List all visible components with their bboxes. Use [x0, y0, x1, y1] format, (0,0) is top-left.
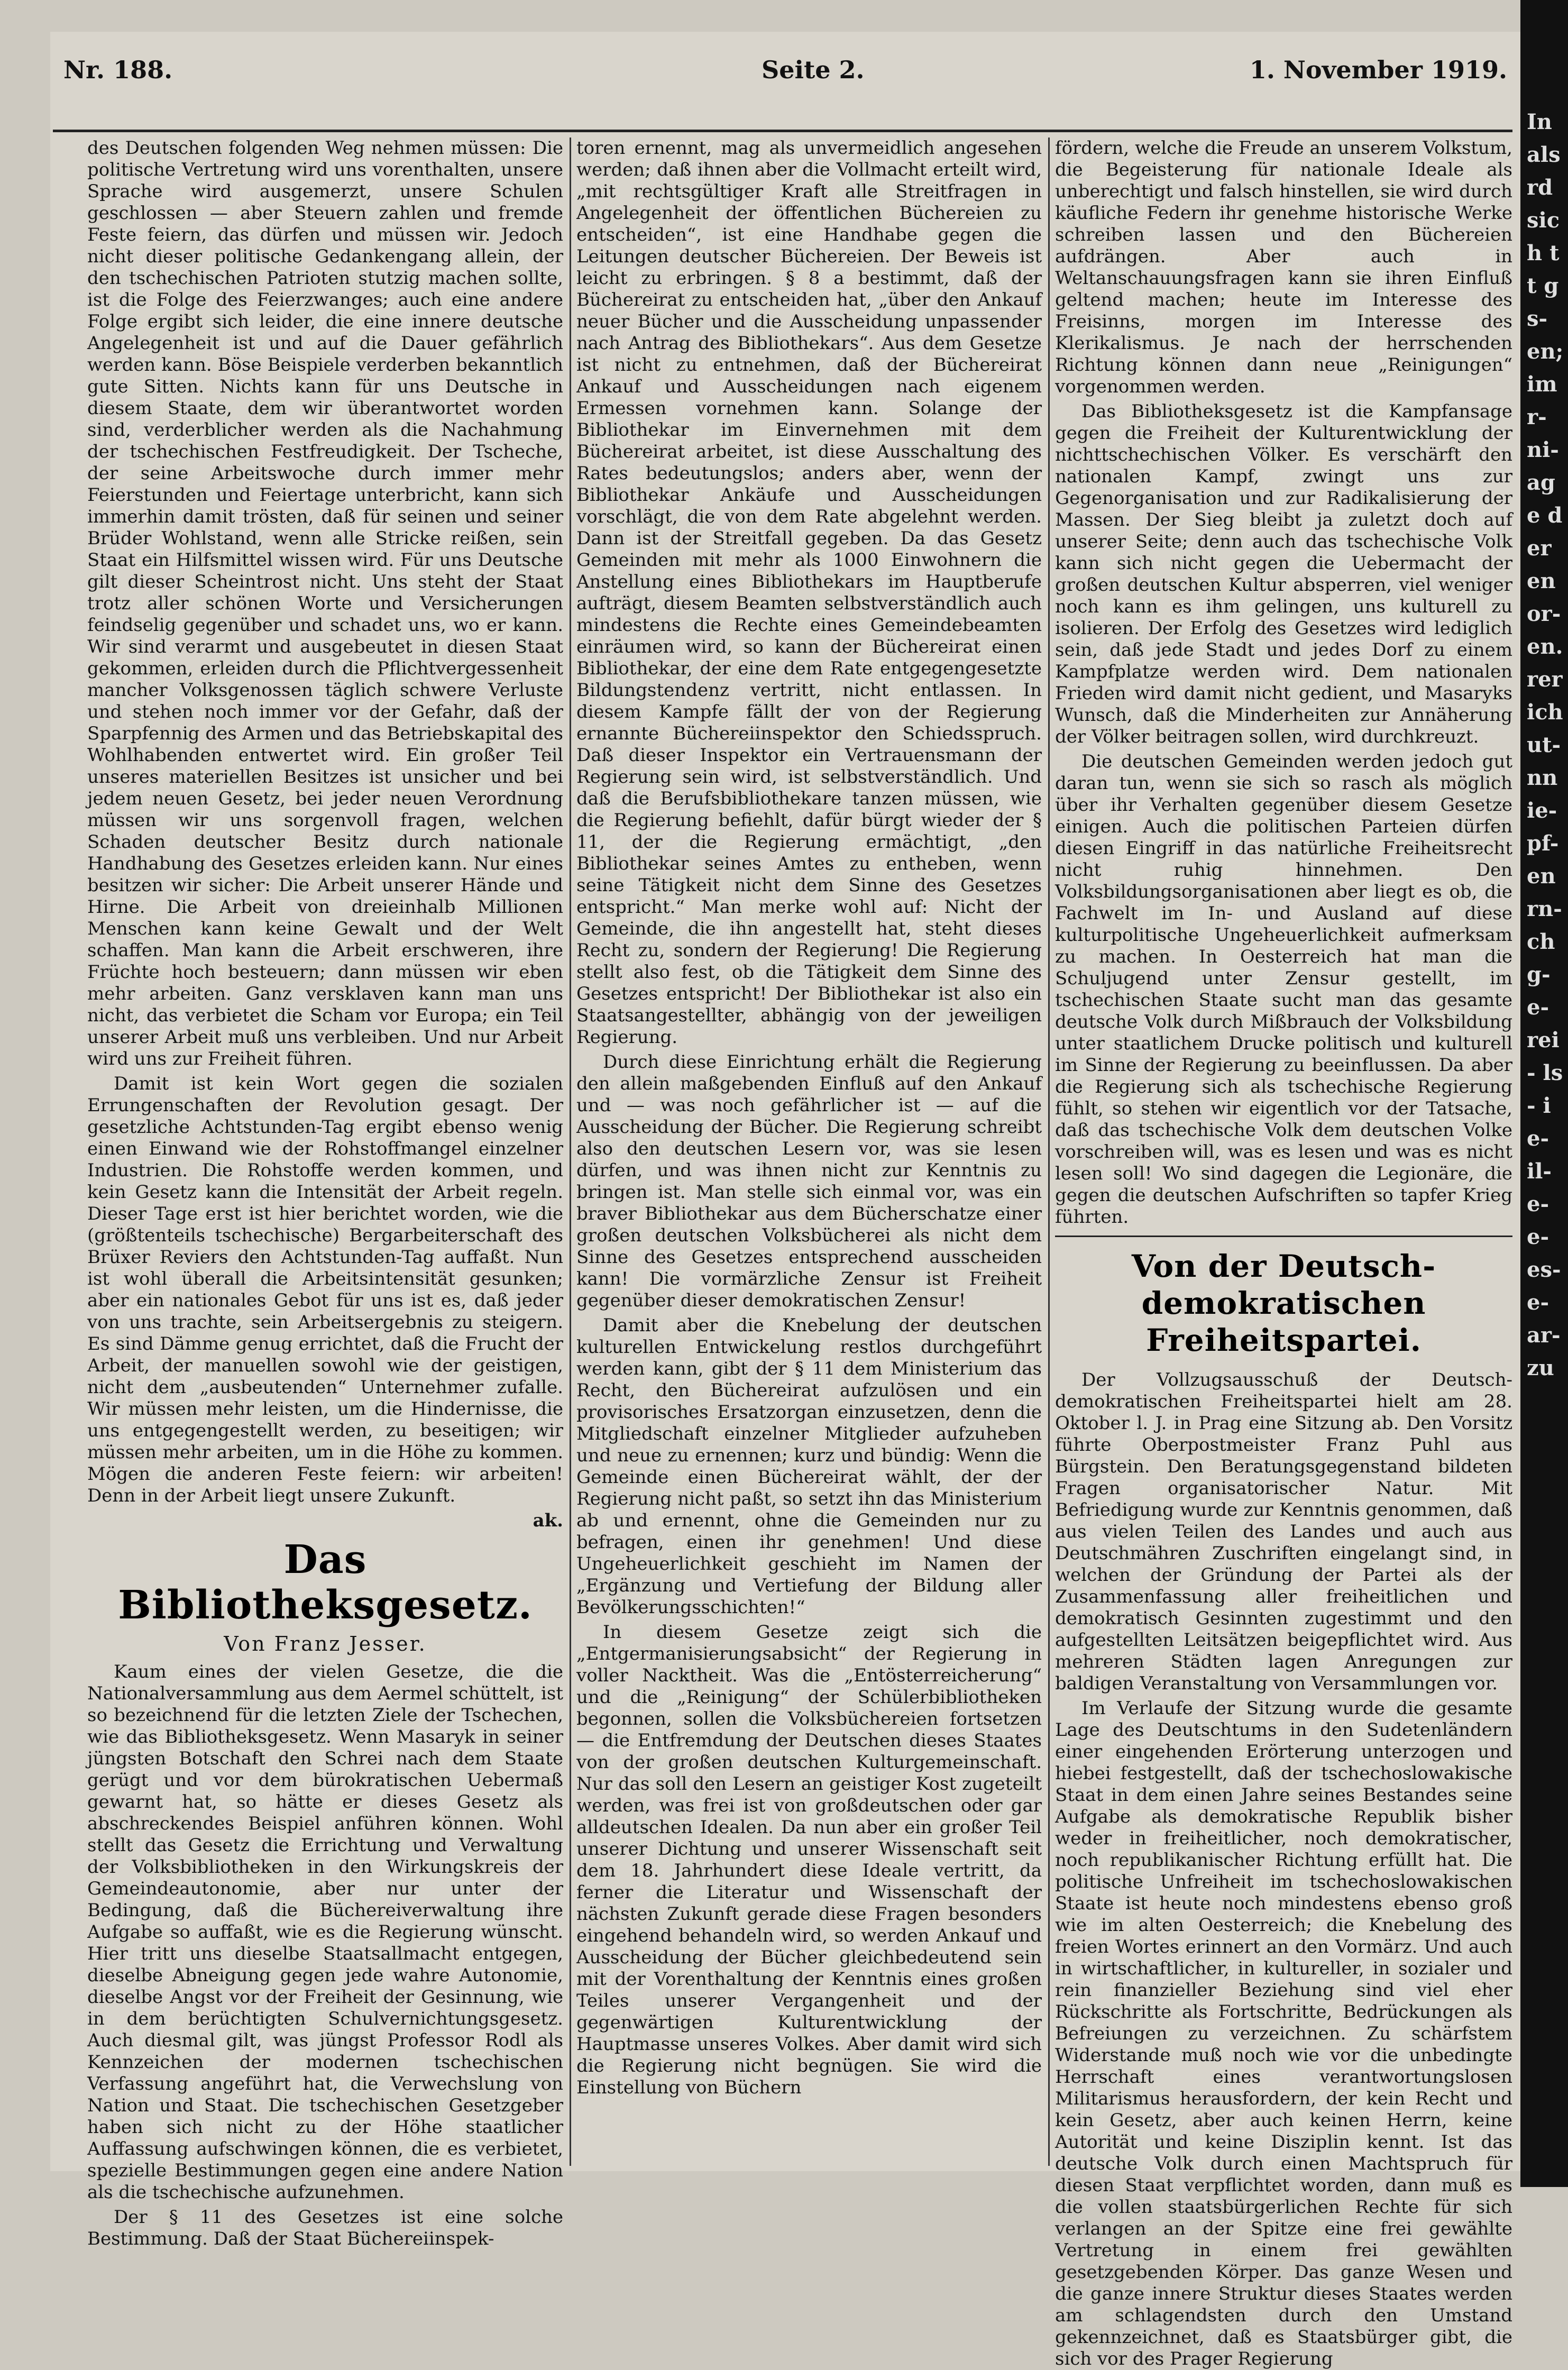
column-divider — [1048, 138, 1050, 2166]
issue-number: Nr. 188. — [63, 56, 173, 84]
issue-date: 1. November 1919. — [1249, 56, 1507, 84]
body-paragraph: Damit aber die Knebelung der deutschen kulturellen Entwickelung restlos durchgeführt werden kann, gibt der § 11 dem Ministerium das Recht, den Büchereirat aufzulösen und ein provisorisches Ersatzorgan einzusetzen, denn die Mitgliedschaft einzelner Mitglieder aufzuheben und neue zu ernennen; kurz und bündig: Wenn die Gemeinde einen Büchereirat wählt, der der Regierung nicht paßt, so setzt ihn das Ministerium ab und ernennt, ohne die Gemeinden nur zu befragen, einen ihr genehmen! Und diese Ungeheuerlichkeit geschieht im Namen der „Ergänzung und Vertiefung der Bildung aller Bevölkerungsschichten!“ — [576, 1315, 1042, 1618]
body-paragraph: Der Vollzugsausschuß der Deutsch-demokratischen Freiheitspartei hielt am 28. Oktober l. J. in Prag eine Sitzung ab. Den Vorsitz führte Oberpostmeister Franz Puhl aus Bürgstein. Den Beratungsgegenstand bildeten Fragen organisatorischer Natur. Mit Befriedigung wurde zur Kenntnis genommen, daß aus vielen Teilen des Landes und auch aus Deutschmähren Zuschriften eingelangt sind, in welchen der Gründung der Partei als der Zusammenfassung aller freiheitlichen und demokratisch Gesinnten zugestimmt und den aufgestellten Leitsätzen beigepflichtet wird. Aus mehreren Städten lagen Anregungen zur baldigen Veranstaltung von Versammlungen vor. — [1055, 1369, 1512, 1694]
adjacent-page-strip — [1520, 0, 1568, 2187]
body-paragraph: In diesem Gesetze zeigt sich die „Entgermanisierungsabsicht“ der Regierung in voller Nacktheit. Was die „Entösterreicherung“ und die „Reinigung“ der Schülerbibliotheken begonnen, sollen die Volksbüchereien fortsetzen — die Entfremdung der Deutschen dieses Staates von der großen deutschen Kulturgemeinschaft. Nur das soll den Lesern an geistiger Kost zugeteilt werden, was frei ist von großdeutschen oder gar alldeutschen Idealen. Da nun aber ein großer Teil unserer Dichtung und unserer Wissenschaft seit dem 18. Jahrhundert diese Ideale vertritt, da ferner die Literatur und Wissenschaft der nächsten Zukunft gerade diese Fragen besonders eingehend behandeln wird, so werden Ankauf und Ausscheidung der Bücher gleichbedeutend sein mit der Vorenthaltung der Kenntnis eines großen Teiles unserer Vergangenheit und der gegenwärtigen Kulturentwicklung der Hauptmasse unseres Volkes. Aber damit wird sich die Regierung nicht begnügen. Sie wird die Einstellung von Büchern — [576, 1622, 1042, 2098]
body-paragraph: Das Bibliotheksgesetz ist die Kampfansage gegen die Freiheit der Kulturentwicklung der nichttschechischen Völker. Es verschärft den nationalen Kampf, zwingt uns zur Gegenorganisation und zur Radikalisierung der Massen. Der Sieg bleibt ja zuletzt doch auf unserer Seite; denn auch das tschechische Volk kann sich nicht gegen die Uebermacht der großen deutschen Kultur absperren, viel weniger noch kann es ihm gelingen, uns kulturell zu isolieren. Der Erfolg des Gesetzes wird lediglich sein, daß jede Stadt und jedes Dorf zu einem Kampfplatze werden wird. Dem nationalen Frieden wird damit nicht gedient, und Masaryks Wunsch, daß die Minderheiten zur Annäherung der Völker beitragen sollen, wird durchkreuzt. — [1055, 401, 1512, 747]
author-initials: ak. — [533, 1510, 563, 1531]
page-header — [63, 56, 1512, 98]
article-headline: Von der Deutsch-demokratischen Freiheitspartei. — [1131, 1248, 1436, 1358]
body-paragraph: Im Verlaufe der Sitzung wurde die gesamte Lage des Deutschtums in den Sudetenländern einer eingehenden Erörterung unterzogen und hiebei festgestellt, daß der tschechoslowakische Staat in dem einen Jahre seines Bestandes seine Aufgabe als demokratische Republik bisher weder in freiheitlicher, noch demokratischer, noch republikanischer Richtung erfüllt hat. Die politische Unfreiheit im tschechoslowakischen Staate ist heute noch mindestens ebenso groß wie im alten Oesterreich; die Knebelung des freien Wortes erinnert an den Vormärz. Und auch in wirtschaftlicher, in kultureller, in sozialer und rein finanzieller Beziehung sind viel eher Rückschritte als Fortschritte, Bedrückungen als Befreiungen zu verzeichnen. Zu schärfstem Widerstande muß noch wie vor die unbedingte Herrschaft eines verantwortungslosen Militarismus herausfordern, der kein Recht und kein Gesetz, aber auch keinen Herrn, keine Autorität und keine Disziplin kennt. Ist das deutsche Volk durch einen Machtspruch für diesen Staat verpflichtet worden, dann muß es die vollen staatsbürgerlichen Rechte für sich verlangen an der Spitze eine frei gewählte Vertretung in einem frei gewählten gesetzgebenden Körper. Das ganze Wesen und die ganze innere Struktur dieses Staates werden am schlagendsten durch den Umstand gekennzeichnet, daß es Staatsbürger gibt, die sich vor des Prager Regierung — [1055, 1698, 1512, 2369]
body-paragraph: Damit ist kein Wort gegen die sozialen Errungenschaften der Revolution gesagt. Der gesetzliche Achtstunden-Tag ergibt ebenso wenig einen Einwand wie der Rohstoffmangel einzelner Industrien. Die Rohstoffe werden kommen, und kein Gesetz kann die Intensität der Arbeit regeln. Dieser Tage erst ist hier berichtet worden, wie die (größtenteils tschechische) Bergarbeiterschaft des Brüxer Reviers den Achtstunden-Tag auffaßt. Nun ist wohl überall die Arbeitsintensität gesunken; aber ein nationales Gebot für uns ist es, daß jeder von uns trachte, sein Arbeitsergebnis zu steigern. Es sind Dämme genug errichtet, daß die Frucht der Arbeit, der manuellen sowohl wie der geistigen, nicht dem „ausbeutenden“ Unternehmer zufalle. Wir müssen mehr leisten, um die Hindernisse, die uns entgegengestellt werden, zu beseitigen; wir müssen mehr arbeiten, um in die Höhe zu kommen. Mögen die anderen Feste feiern: wir arbeiten! Denn in der Arbeit liegt unsere Zukunft. — [87, 1073, 563, 1506]
body-paragraph: toren ernennt, mag als unvermeidlich angesehen werden; daß ihnen aber die Vollmacht erteilt wird, „mit rechtsgültiger Kraft alle Streitfragen in Angelegenheit der öffentlichen Büchereien zu entscheiden“, ist eine Handhabe gegen die Leitungen deutscher Büchereien. Der Beweis ist leicht zu erbringen. § 8 a bestimmt, daß der Büchereirat zu entscheiden hat, „über den Ankauf neuer Bücher und die Ausscheidung unpassender nach Antrag des Bibliothekars“. Aus dem Gesetze ist nicht zu entnehmen, daß der Büchereirat Ankauf und Ausscheidungen nach eigenem Ermessen vornehmen kann. Solange der Bibliothekar im Einvernehmen mit dem Büchereirat arbeitet, ist diese Ausschaltung des Rates bedeutungslos; anders aber, wenn der Bibliothekar Ankäufe und Ausscheidungen vorschlägt, die von dem Rate abgelehnt werden. Dann ist der Streitfall gegeben. Da das Gesetz Gemeinden mit mehr als 1000 Einwohnern die Anstellung eines Bibliothekars im Hauptberufe aufträgt, diesem Beamten selbstverständlich auch mindestens die Rechte eines Gemeindebeamten einräumen wird, so kann der Büchereirat einen Bibliothekar, der eine dem Rate entgegengesetzte Bildungstendenz vertritt, nicht entlassen. In diesem Kampfe fällt der von der Regierung ernannte Büchereiinspektor den Schiedsspruch. Daß dieser Inspektor ein Vertrauensmann der Regierung sein wird, ist selbstverständlich. Und daß die Berufsbibliothekare tanzen müssen, wie die Regierung befiehlt, dafür bürgt wieder der § 11, der die Regierung ermächtigt, „den Bibliothekar seines Amtes zu entheben, wenn seine Tätigkeit nicht dem Sinne des Gesetzes entspricht.“ Man merke wohl auf: Nicht der Gemeinde, die ihn angestellt hat, steht dieses Recht zu, sondern der Regierung! Die Regierung stellt also fest, ob die Tätigkeit dem Sinne des Gesetzes entspricht! Der Bibliothekar ist also ein Staatsangestellter, abhängig von der jeweiligen Regierung. — [576, 138, 1042, 1048]
body-paragraph: Der § 11 des Gesetzes ist eine solche Bestimmung. Daß der Staat Büchereiinspek- — [87, 2207, 563, 2249]
column-1 — [87, 138, 563, 2249]
adjacent-page-text: In als rd sich tt gs- en; im r- ni- age der en or- en. rer ich ut- nn ie- pf- en rn- ch g- e- rei- ls- ie- il- e- e- es- e- ar- zu — [1527, 109, 1564, 1380]
section-separator — [1055, 1236, 1512, 1237]
body-paragraph: Die deutschen Gemeinden werden jedoch gut daran tun, wenn sie sich so rasch als möglich über ihr Verhalten gegenüber diesem Gesetze einigen. Auch die politischen Parteien dürfen diesen Eingriff in das natürliche Freiheitsrecht nicht ruhig hinnehmen. Den Volksbildungsorganisationen aber liegt es ob, die Fachwelt im In- und Ausland auf diese kulturpolitische Ungeheuerlichkeit aufmerksam zu machen. In Oesterreich hat man die Schuljugend unter Zensur gestellt, im tschechischen Staate sucht man das gesamte deutsche Volk durch Mißbrauch der Volksbildung unter staatlichem Drucke politisch und kulturell im Sinne der Regierung zu beeinflussen. Da aber die Regierung sich als tschechische Regierung fühlt, so stehen wir eigentlich vor der Tatsache, daß das tschechische Volk dem deutschen Volke vorschreiben will, was es lesen und was es nicht lesen soll! Wo sind dagegen die Legionäre, die gegen die deutschen Aufschriften so tapfer Krieg führten. — [1055, 751, 1512, 1228]
column-2 — [576, 138, 1042, 2166]
column-3 — [1055, 138, 1512, 2369]
body-paragraph: fördern, welche die Freude an unserem Volkstum, die Begeisterung für nationale Ideale als unberechtigt und falsch hinstellen, sie wird durch käufliche Federn ihr genehme historische Werke schreiben lassen und den Büchereien aufdrängen. Aber auch in Weltanschauungsfragen kann sie ihren Einfluß geltend machen; heute im Interesse des Freisinns, morgen im Interesse des Klerikalismus. Je nach der herrschenden Richtung können dann neue „Reinigungen“ vorgenommen werden. — [1055, 138, 1512, 397]
column-divider — [570, 138, 571, 2166]
body-paragraph: Kaum eines der vielen Gesetze, die die Nationalversammlung aus dem Aermel schüttelt, ist so bezeichnend für die letzten Ziele der Tschechen, wie das Bibliotheksgesetz. Wenn Masaryk in seiner jüngsten Botschaft den Schrei nach dem Staate gerügt und vor dem bürokratischen Uebermaß gewarnt hat, so hätte er dieses Gesetz als abschreckendes Beispiel anführen können. Wohl stellt das Gesetz die Errichtung und Verwaltung der Volksbibliotheken in den Wirkungskreis der Gemeindeautonomie, aber nur unter der Bedingung, daß die Büchereiverwaltung ihre Aufgabe so auffaßt, wie es die Regierung wünscht. Hier tritt uns dieselbe Staatsallmacht entgegen, dieselbe Abneigung gegen jede wahre Autonomie, dieselbe Angst vor der Freiheit der Gesinnung, wie in dem berüchtigten Schulvernichtungsgesetz. Auch diesmal gilt, was jüngst Professor Rodl als Kennzeichen der modernen tschechischen Verfassung angeführt hat, die Verwechslung von Nation und Staat. Die tschechischen Gesetzgeber haben sich nicht zu der Höhe staatlicher Auffassung aufschwingen können, die es verbietet, spezielle Bestimmungen gegen eine andere Nation als die tschechische aufzunehmen. — [87, 1661, 563, 2203]
body-paragraph: Durch diese Einrichtung erhält die Regierung den allein maßgebenden Einfluß auf den Ankauf und — was noch gefährlicher ist — auf die Ausscheidung der Bücher. Die Regierung schreibt also den deutschen Lesern vor, was sie lesen dürfen, und was ihnen nicht zur Kenntnis zu bringen ist. Man stelle sich einmal vor, was ein braver Bibliothekar aus dem Bücherschatze einer großen deutschen Volksbücherei als nicht dem Sinne des Gesetzes entsprechend ausscheiden kann! Die vormärzliche Zensur ist Freiheit gegenüber dieser demokratischen Zensur! — [576, 1051, 1042, 1311]
article-headline: Das Bibliotheksgesetz. — [118, 1537, 533, 1628]
page-number: Seite 2. — [762, 56, 865, 84]
header-rule — [53, 130, 1512, 132]
body-paragraph: des Deutschen folgenden Weg nehmen müssen: Die politische Vertretung wird uns vorenthalten, unsere Sprache wird ausgemerzt, unsere Schulen geschlossen — aber Steuern zahlen und fremde Feste feiern, das dürfen und müssen wir. Jedoch nicht dieser politische Gedankengang allein, der den tschechischen Patrioten stutzig machen sollte, ist die Folge des Feierzwanges; auch eine andere Folge ergibt sich leider, die eine innere deutsche Angelegenheit ist und auf die Dauer gefährlich werden kann. Böse Beispiele verderben bekanntlich gute Sitten. Nichts kann für uns Deutsche in diesem Staate, dem wir überantwortet worden sind, verderblicher werden als die Nachahmung der tschechischen Festfreudigkeit. Der Tscheche, der seine Arbeitswoche durch immer mehr Feierstunden und Feiertage unterbricht, kann sich immerhin damit trösten, daß für seinen und seiner Brüder Wohlstand, wenn alle Stricke reißen, sein Staat ein Hilfsmittel wissen wird. Für uns Deutsche gilt dieser Scheintrost nicht. Uns steht der Staat trotz aller schönen Worte und Versicherungen feindselig gegenüber und schadet uns, wo er kann. Wir sind verarmt und ausgebeutet in diesen Staat gekommen, erleiden durch die Pflichtvergessenheit mancher Volksgenossen täglich schwere Verluste und stehen noch immer vor der Gefahr, daß der Sparpfennig des Armen und das Betriebskapital des Wohlhabenden entwertet wird. Ein großer Teil unseres materiellen Besitzes ist unsicher und bei jedem neuen Gesetz, bei jeder neuen Verordnung müssen wir uns sorgenvoll fragen, welchen Schaden deutscher Besitz durch nationale Handhabung des Gesetzes erleiden kann. Nur eines besitzen wir sicher: Die Arbeit unserer Hände und Hirne. Die Arbeit von dreieinhalb Millionen Menschen kann keine Gewalt und der Welt schaffen. Man kann die Arbeit erschweren, ihre Früchte hoch besteuern; dann müssen wir eben mehr arbeiten. Ganz versklaven kann man uns nicht, das verbietet die Scham vor Europa; ein Teil unserer Arbeit muß uns verbleiben. Und nur Arbeit wird uns zur Freiheit führen. — [87, 138, 563, 1069]
article-byline: Von Franz Jesser. — [224, 1632, 427, 1655]
